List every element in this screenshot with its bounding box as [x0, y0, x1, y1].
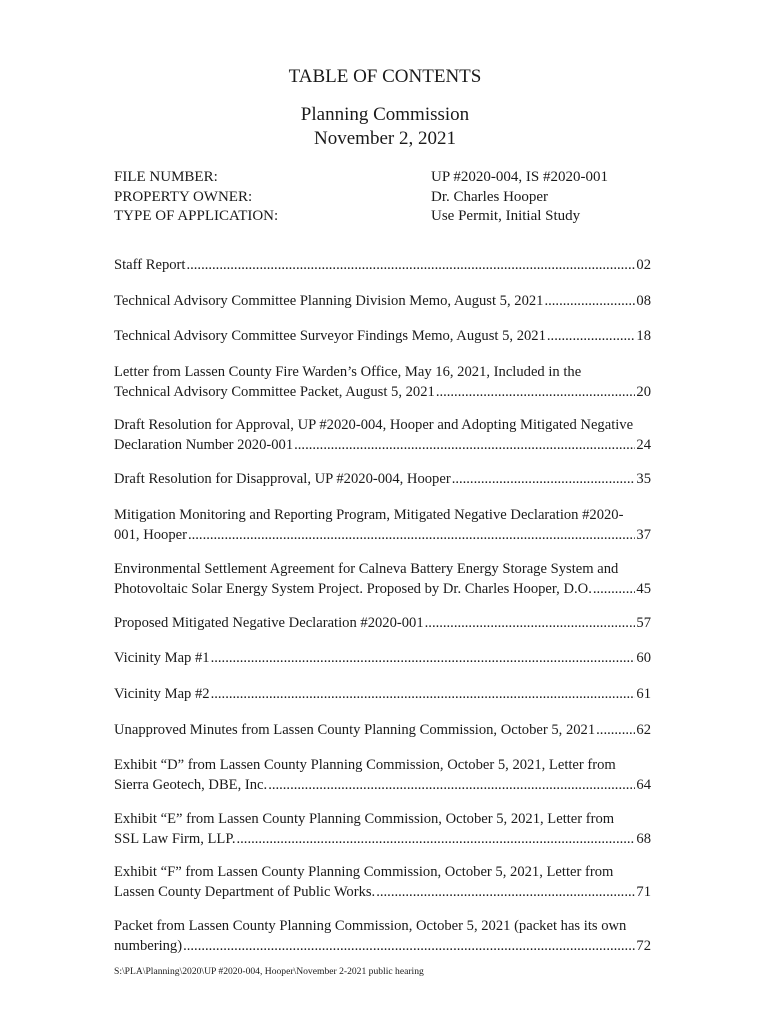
toc-entry-approval-resolution: [114, 416, 651, 455]
dot-leader: [211, 649, 636, 669]
toc-entry-text: Draft Resolution for Approval, UP #2020-004, Hooper and Adopting Mitigated Negative: [114, 417, 634, 433]
toc-entry-text: Declaration Number 2020-001: [114, 436, 294, 453]
meeting-date: November 2, 2021: [314, 128, 456, 149]
dot-leader: [547, 327, 636, 347]
toc-entry-text: Unapproved Minutes from Lassen County Planning Commission, October 5, 2021: [114, 722, 596, 738]
toc-entry-proposed-declaration: [114, 614, 651, 634]
toc-page-number: 57: [636, 615, 651, 631]
file-path-footer: S:\PLA\Planning\2020\UP #2020-004, Hooper\November 2-2021 public hearing: [114, 966, 424, 977]
property-owner-value: Dr. Charles Hooper: [431, 188, 549, 205]
toc-entry-text: Environmental Settlement Agreement for Calneva Battery Energy Storage System and: [114, 561, 619, 577]
toc-entry-settlement-agreement: [114, 560, 651, 599]
application-type-label: TYPE OF APPLICATION:: [114, 208, 279, 224]
toc-entry-text: Technical Advisory Committee Planning Division Memo, August 5, 2021: [114, 293, 544, 309]
toc-entry-text: Exhibit “E” from Lassen County Planning Commission, October 5, 2021, Letter from: [114, 811, 615, 827]
toc-entry-planning-memo: [114, 292, 651, 312]
toc-entry-text: Technical Advisory Committee Surveyor Findings Memo, August 5, 2021: [114, 328, 546, 344]
file-number-value: UP #2020-004, IS #2020-001: [431, 169, 608, 185]
toc-page-number: 18: [636, 328, 651, 344]
file-number-label: FILE NUMBER:: [114, 169, 218, 185]
toc-entry-vicinity-map-2: [114, 685, 651, 705]
toc-entry-staff-report: [114, 256, 651, 276]
toc-entry-text: Exhibit “F” from Lassen County Planning Commission, October 5, 2021, Letter from: [114, 864, 614, 880]
dot-leader: [268, 776, 635, 796]
toc-page-number: 45: [636, 580, 651, 597]
toc-page-number: 20: [636, 383, 651, 400]
toc-page-number: 60: [636, 650, 651, 666]
toc-entry-surveyor-memo: [114, 327, 651, 347]
toc-page-number: 02: [636, 257, 651, 273]
toc-entry-text: Draft Resolution for Disapproval, UP #2020-004, Hooper: [114, 471, 451, 487]
dot-leader: [452, 470, 636, 490]
dot-leader: [294, 436, 635, 456]
dot-leader: [211, 685, 636, 705]
dot-leader: [596, 721, 635, 741]
toc-entry-text: Vicinity Map #1: [114, 650, 210, 666]
dot-leader: [436, 383, 636, 403]
file-info-labels: [114, 168, 278, 227]
file-info-values: [431, 168, 608, 227]
toc-entry-mitigation-program: [114, 506, 651, 545]
toc-page-number: 37: [636, 526, 651, 543]
toc-entry-text: Mitigation Monitoring and Reporting Program, Mitigated Negative Declaration #2020-: [114, 507, 624, 523]
toc-entry-october-packet: [114, 917, 651, 956]
toc-page-number: 71: [636, 883, 651, 900]
property-owner-label: PROPERTY OWNER:: [114, 188, 253, 205]
toc-page-number: 72: [636, 937, 651, 954]
toc-page-number: 35: [636, 471, 651, 487]
toc-entry-exhibit-d: [114, 756, 651, 795]
toc-entry-text: Packet from Lassen County Planning Commission, October 5, 2021 (packet has its own: [114, 918, 627, 934]
toc-page-number: 61: [636, 686, 651, 702]
dot-leader: [544, 292, 635, 312]
dot-leader: [237, 830, 636, 850]
toc-entry-text: Photovoltaic Solar Energy System Project. Proposed by Dr. Charles Hooper, D.O.: [114, 580, 592, 597]
toc-entry-text: Technical Advisory Committee Packet, August 5, 2021: [114, 383, 435, 400]
toc-entry-exhibit-e: [114, 810, 651, 849]
page-title: TABLE OF CONTENTS: [288, 66, 482, 87]
toc-entry-text: SSL Law Firm, LLP.: [114, 830, 236, 847]
toc-entry-text: Sierra Geotech, DBE, Inc.: [114, 776, 268, 793]
toc-page-number: 64: [636, 776, 651, 793]
toc-entry-text: Letter from Lassen County Fire Warden’s Office, May 16, 2021, Included in the: [114, 364, 582, 380]
toc-page-number: 24: [636, 436, 651, 453]
toc-entry-text: numbering): [114, 937, 183, 954]
dot-leader: [425, 614, 636, 634]
toc-entry-text: Lassen County Department of Public Works.: [114, 883, 376, 900]
toc-page-number: 08: [636, 293, 651, 309]
toc-page-number: 68: [636, 830, 651, 847]
dot-leader: [188, 526, 635, 546]
dot-leader: [376, 883, 635, 903]
dot-leader: [593, 580, 636, 600]
toc-entry-unapproved-minutes: [114, 721, 651, 741]
dot-leader: [186, 256, 635, 276]
application-type-value: Use Permit, Initial Study: [431, 208, 581, 224]
dot-leader: [183, 937, 635, 957]
toc-page-number: 62: [636, 722, 651, 738]
toc-entry-exhibit-f: [114, 863, 651, 902]
toc-entry-text: Proposed Mitigated Negative Declaration #2020-001: [114, 615, 424, 631]
toc-entry-disapproval-resolution: [114, 470, 651, 490]
toc-entry-fire-warden-letter: [114, 363, 651, 402]
toc-entry-text: Exhibit “D” from Lassen County Planning Commission, October 5, 2021, Letter from: [114, 757, 616, 773]
toc-entry-vicinity-map-1: [114, 649, 651, 669]
toc-entry-text: Vicinity Map #2: [114, 686, 210, 702]
toc-entry-text: 001, Hooper: [114, 526, 187, 543]
page-subtitle: Planning Commission: [300, 104, 470, 125]
toc-entry-text: Staff Report: [114, 257, 186, 273]
